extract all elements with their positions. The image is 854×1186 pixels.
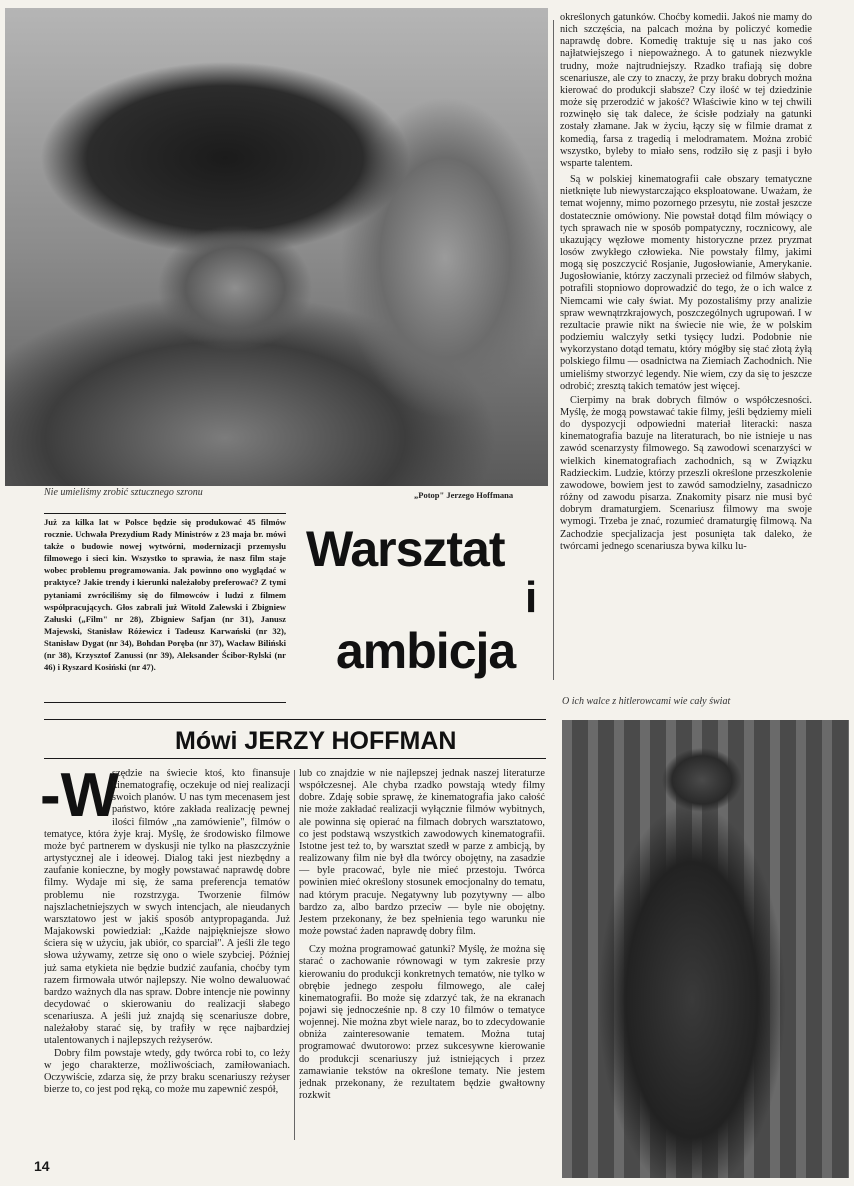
intro-top-rule bbox=[44, 513, 286, 514]
headline-line2: i bbox=[525, 573, 537, 622]
col3-paragraph-1: określonych gatunków. Choćby komedii. Jakoś nie mamy do nich szczęścia, na palcach można by policzyć komedie naprawdę dobre. Komedię traktuje się u nas jako coś najłatwiejszego i niepoważnego. A to gatunek niezwykle trudny, może najtrudniejszy. Rzadko trafiają się dobre scenariusze, ale czy to znaczy, że przy braku dobrych można kierować do produkcji słabsze? Czy ilość w tej dziedzinie może się przerodzić w jakość? Właściwie kino w tej chwili rozwinęło się tak dalece, że ścisłe podziały na gatunki zostały złamane. Jak w życiu, łączy się w filmie dramat z komedią, farsa z tragedią i melodramatem. Można zrobić wszystko, byleby to miało sens, rodziło się z pasji i było wsparte talentem. bbox=[560, 12, 812, 169]
col1-paragraph-1: szędzie na świecie ktoś, kto finansuje kinematografię, oczekuje od niej realizacji swoich planów. U nas tym mecenasem jest państwo, które zakłada realizację pewnej ilości filmów „na zamówienie", filmów o tematyce, która żyje kraj. Myślę, że środowisko filmowe może być partnerem w dyskusji nie tylko na płaszczyźnie artystycznej ale i ideowej. Dialog taki jest niezbędny a zaufanie konieczne, by mogły powstawać naprawdę dobre filmy. Wydaje mi się, że sama preferencja tematów problemu nie rozstrzyga. Tworzenie filmów najszlachetniejszych w swych intencjach, ale nieudanych warsztatowo jest w jakiś sposób antypropaganda. Już Majakowski powiedział: „Każde najpiękniejsze słowo ściera się w użyciu, jak ubiór, co sparciał". A jeśli źle tego słowa używamy, zetrze się ono o wiele szybciej. Później już sama etykieta nie będzie budzić zaufania, choćby tym razem firmowała utwór najlepszy. Nie wolno dewaluować bardzo ważnych dla nas spraw. Dobre intencje nie powinny decydować o skierowaniu do realizacji słabego scenariusza. A jeśli już znajdą się scenariusze dobre, należałoby starać się, by trafiły w ręce najbardziej utalentowanych i najlepszych reżyserów. bbox=[44, 768, 290, 1047]
intro-box: Już za kilka lat w Polsce będzie się produkować 45 filmów rocznie. Uchwała Prezydium Rady Ministrów z 23 maja br. mówi także o budowie nowej wytwórni, modernizacji przemysłu filmowego i sieci kin. Wszystko to sprawia, że nasz film staje wobec problemu programowania. Jak powinno ono wyglądać w praktyce? Jakie trendy i kierunki należałoby preferować? Z tymi pytaniami zwróciliśmy się do filmowców i ludzi z filmem współpracujących. Głos zabrali już Witold Zalewski i Zbigniew Załuski („Film" nr 28), Zbigniew Safjan (nr 31), Janusz Majewski, Stanisław Różewicz i Tadeusz Karwański (nr 32), Stanisław Dygat (nr 34), Bohdan Poręba (nr 37), Wacław Biliński (nr 38), Krzysztof Zanussi (nr 39), Aleksander Ścibor-Rylski (nr 46) i Ryszard Kosiński (nr 47). bbox=[44, 517, 286, 673]
byline-bottom-rule bbox=[44, 758, 546, 759]
col1-paragraph-2: Dobry film powstaje wtedy, gdy twórca robi to, co leży w jego charakterze, możliwościach, zamiłowaniach. Oczywiście, zdarza się, że przy braku scenariuszy reżyser bierze to, co jest pod ręką, co może mu zapewnić zespół, bbox=[44, 1047, 290, 1096]
article-column-3 bbox=[560, 12, 812, 682]
col2-paragraph-2: Czy można programować gatunki? Myślę, że można się starać o zachowanie równowagi w tym zakresie przy kierowaniu do produkcji konkretnych tematów, nie tylko w obrębie jednego zespołu filmowego, ale całej kinematografii. Bo może się zdarzyć tak, że na ekranach pojawi się jednocześnie np. 8 czy 10 filmów o tematyce wojennej. Nie można zbyt wiele naraz, bo to zdecydowanie obniża zainteresowanie tematem. Można tutaj programować dwutorowo: przez sukcesywne kierowanie do produkcji scenariuszy już istniejących i przez zamawianie tekstów na określone tematy. Nie jestem jednak przekonany, że rezultatem będzie gwałtowny rozkwit bbox=[299, 944, 545, 1102]
photo-soldier bbox=[562, 720, 849, 1178]
drop-cap-spacer bbox=[44, 768, 112, 828]
headline-line1: Warsztat bbox=[306, 521, 505, 577]
headline-line3: ambicja bbox=[336, 623, 516, 679]
byline: Mówi JERZY HOFFMAN bbox=[175, 727, 457, 755]
column-divider-middle bbox=[294, 770, 295, 1140]
article-column-2 bbox=[299, 768, 545, 1148]
caption-partisans: O ich walce z hitlerowcami wie cały świat bbox=[562, 696, 731, 707]
byline-top-rule bbox=[44, 719, 546, 720]
article-column-1 bbox=[44, 768, 290, 1148]
drop-cap: -W bbox=[40, 761, 120, 830]
page-number: 14 bbox=[34, 1158, 50, 1174]
col2-paragraph-1: lub co znajdzie w nie najlepszej jednak naszej literaturze współczesnej. Ale chyba rzadko powstają wtedy filmy dobre. Zdaję sobie sprawę, że kinematografia jako całość nie może zakładać realizacji wyłącznie filmów wybitnych, ale powinna się opierać na filmach dobrych warsztatowo, co jest podstawą wszystkich zawodowych kinematografii. Istotne jest też to, by warsztat szedł w parze z ambicją, by realizowany film nie był dla twórcy obojętny, na zasadzie — byle pracować, byle nie mieć przestoju. Twórca powinien mieć określony stosunek emocjonalny do tematu, nad którym pracuje. Negatywny lub pozytywny — albo bardzo za, albo bardzo przeciw — byle nie obojętny. Jestem przekonany, że bez spełnienia tego warunku nie może powstać żaden naprawdę dobry film. bbox=[299, 768, 545, 938]
col3-paragraph-3: Cierpimy na brak dobrych filmów o współczesności. Myślę, że mogą powstawać takie filmy, jeśli będziemy mieli do dyspozycji odpowiedni materiał literacki: nasza kinematografia bazuje na literaturach, bo nie istnieje u nas zawód scenarzysty filmowego. Są zawodowi scenarzyści w wielkich kinematografiach zachodnich, są w Związku Radzieckim. Ludzie, którzy przeszli określone przeszkolenie zawodowe, bowiem jest to zawód samodzielny, zasadniczo różny od zawodu pisarza. Znakomity pisarz nie musi być dobrym dramaturgiem. Scenariusz filmowy ma swoje wymogi. Trzeba je znać, rozumieć dramaturgię filmową. Na Zachodzie specjalizacja jest posunięta tak daleko, że twórcami jednego scenariusza bywa kilku lu- bbox=[560, 394, 812, 552]
photo-potop-still bbox=[5, 8, 548, 486]
caption-potop: „Potop" Jerzego Hoffmana bbox=[414, 490, 514, 500]
col3-paragraph-2: Są w polskiej kinematografii całe obszary tematyczne nietknięte lub niewystarczająco eksploatowane. Uważam, że temat wojenny, mimo pozornego przesytu, nie został jeszcze dostatecznie omówiony. Nie powstał dotąd film mówiący o tych sprawach nie w sposób pompatyczny, rocznicowy, ale ukazujący węzłowe momenty historyczne przez pryzmat losów zwykłego człowieka. Nie powstały filmy, jakimi mogą się poszczycić Rosjanie, Jugosłowianie, Amerykanie. Jugosłowianie, którzy zaczynali przecież od filmów słabych, potrafili stopniowo doprowadzić do tego, że o ich walce z Niemcami wie cały świat. My pozostaliśmy przy analizie spraw wewnątrzkrajowych, poszczególnych ugrupowań. I w rezultacie prawie nikt na świecie nie wie, że w polskim podziemiu walczyły setki tysięcy ludzi. Podobnie nie wykorzystano dotąd tematu, który mógłby się stać złotą żyłą polskiego filmu — osadnictwa na Ziemiach Zachodnich. Nie umieliśmy stworzyć legendy. Nie wiem, czy da się to jeszcze odrobić; zresztą takich tematów jest więcej. bbox=[560, 174, 812, 392]
intro-bottom-rule bbox=[44, 702, 286, 703]
column-divider-right bbox=[553, 20, 554, 680]
caption-frost: Nie umieliśmy zrobić sztucznego szronu bbox=[44, 487, 203, 498]
